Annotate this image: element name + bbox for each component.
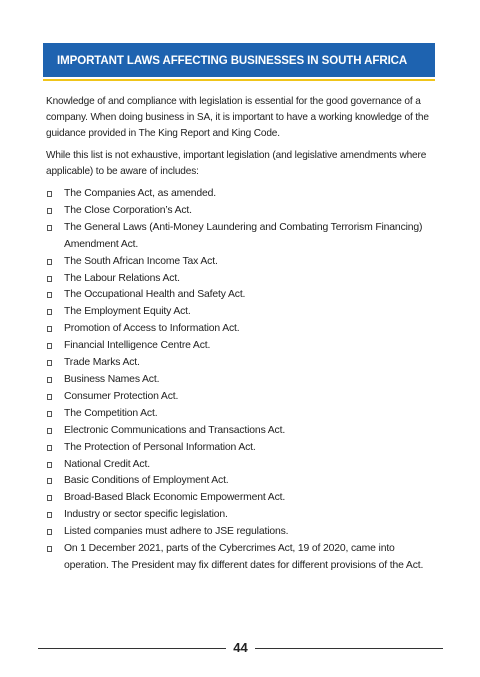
law-list-item [46, 304, 438, 321]
law-list-item [46, 355, 438, 372]
square-bullet-icon [47, 276, 52, 282]
section-title: IMPORTANT LAWS AFFECTING BUSINESSES IN SOUTH AFRICA [57, 53, 408, 67]
law-list-item [46, 254, 438, 271]
section-banner [43, 43, 435, 79]
square-bullet-icon [47, 445, 52, 451]
law-text: Promotion of Access to Information Act. [64, 323, 240, 335]
law-text: On 1 December 2021, parts of the Cybercrimes Act, 19 of 2020, came into operation. The President may fix different dates for different provisions of the Act. [64, 543, 424, 571]
square-bullet-icon [47, 529, 52, 535]
page-number: 44 [233, 640, 248, 655]
law-list-item [46, 457, 438, 474]
page-content [46, 94, 438, 575]
square-bullet-icon [47, 495, 52, 501]
square-bullet-icon [47, 428, 52, 434]
law-list-item [46, 490, 438, 507]
law-list-item [46, 203, 438, 220]
law-list-item [46, 186, 438, 203]
laws-list [46, 186, 438, 575]
square-bullet-icon [47, 360, 52, 366]
intro-paragraph: Knowledge of and compliance with legislation is essential for the good governance of a company. When doing business in SA, it is important to have a working knowledge of the guidance provided in The King Report and King Code. [46, 96, 429, 139]
law-text: Consumer Protection Act. [64, 390, 179, 402]
page-footer [38, 640, 443, 656]
law-text: The Close Corporation’s Act. [64, 204, 192, 216]
law-text: The Protection of Personal Information Act. [64, 441, 256, 453]
law-text: The Competition Act. [64, 407, 158, 419]
square-bullet-icon [47, 512, 52, 518]
footer-rule-right [255, 648, 443, 649]
lead-paragraph: While this list is not exhaustive, important legislation (and legislative amendments where applicable) to be aware of includes: [46, 150, 427, 177]
law-list-item [46, 389, 438, 406]
square-bullet-icon [47, 343, 52, 349]
square-bullet-icon [47, 309, 52, 315]
square-bullet-icon [47, 411, 52, 417]
law-text: Industry or sector specific legislation. [64, 509, 228, 521]
law-text: Trade Marks Act. [64, 357, 140, 369]
law-list-item [46, 541, 438, 575]
square-bullet-icon [47, 225, 52, 231]
law-list-item [46, 423, 438, 440]
law-text: Financial Intelligence Centre Act. [64, 340, 211, 352]
law-text: Business Names Act. [64, 373, 160, 385]
law-text: The General Laws (Anti-Money Laundering and Combating Terrorism Financing) Amendment Act. [64, 221, 423, 250]
square-bullet-icon [47, 377, 52, 383]
law-list-item [46, 524, 438, 541]
square-bullet-icon [47, 259, 52, 265]
square-bullet-icon [47, 546, 52, 552]
square-bullet-icon [47, 208, 52, 214]
law-list-item [46, 406, 438, 423]
law-text: Broad-Based Black Economic Empowerment Act. [64, 492, 286, 504]
law-text: Basic Conditions of Employment Act. [64, 475, 229, 487]
square-bullet-icon [47, 462, 52, 468]
law-list-item [46, 321, 438, 338]
law-text: The South African Income Tax Act. [64, 255, 218, 267]
square-bullet-icon [47, 191, 52, 197]
law-text: The Companies Act, as amended. [64, 188, 217, 199]
law-list-item [46, 473, 438, 490]
law-list-item [46, 287, 438, 304]
law-text: The Labour Relations Act. [64, 272, 180, 284]
law-list-item [46, 338, 438, 355]
law-list-item [46, 440, 438, 457]
law-text: Listed companies must adhere to JSE regulations. [64, 526, 289, 538]
square-bullet-icon [47, 292, 52, 298]
square-bullet-icon [47, 478, 52, 484]
square-bullet-icon [47, 394, 52, 400]
law-list-item [46, 372, 438, 389]
law-list-item [46, 507, 438, 524]
law-text: National Credit Act. [64, 458, 150, 470]
law-list-item [46, 271, 438, 288]
law-text: The Employment Equity Act. [64, 306, 191, 318]
law-text: The Occupational Health and Safety Act. [64, 289, 246, 301]
law-text: Electronic Communications and Transactions Act. [64, 424, 286, 436]
law-list-item [46, 220, 438, 254]
square-bullet-icon [47, 326, 52, 332]
